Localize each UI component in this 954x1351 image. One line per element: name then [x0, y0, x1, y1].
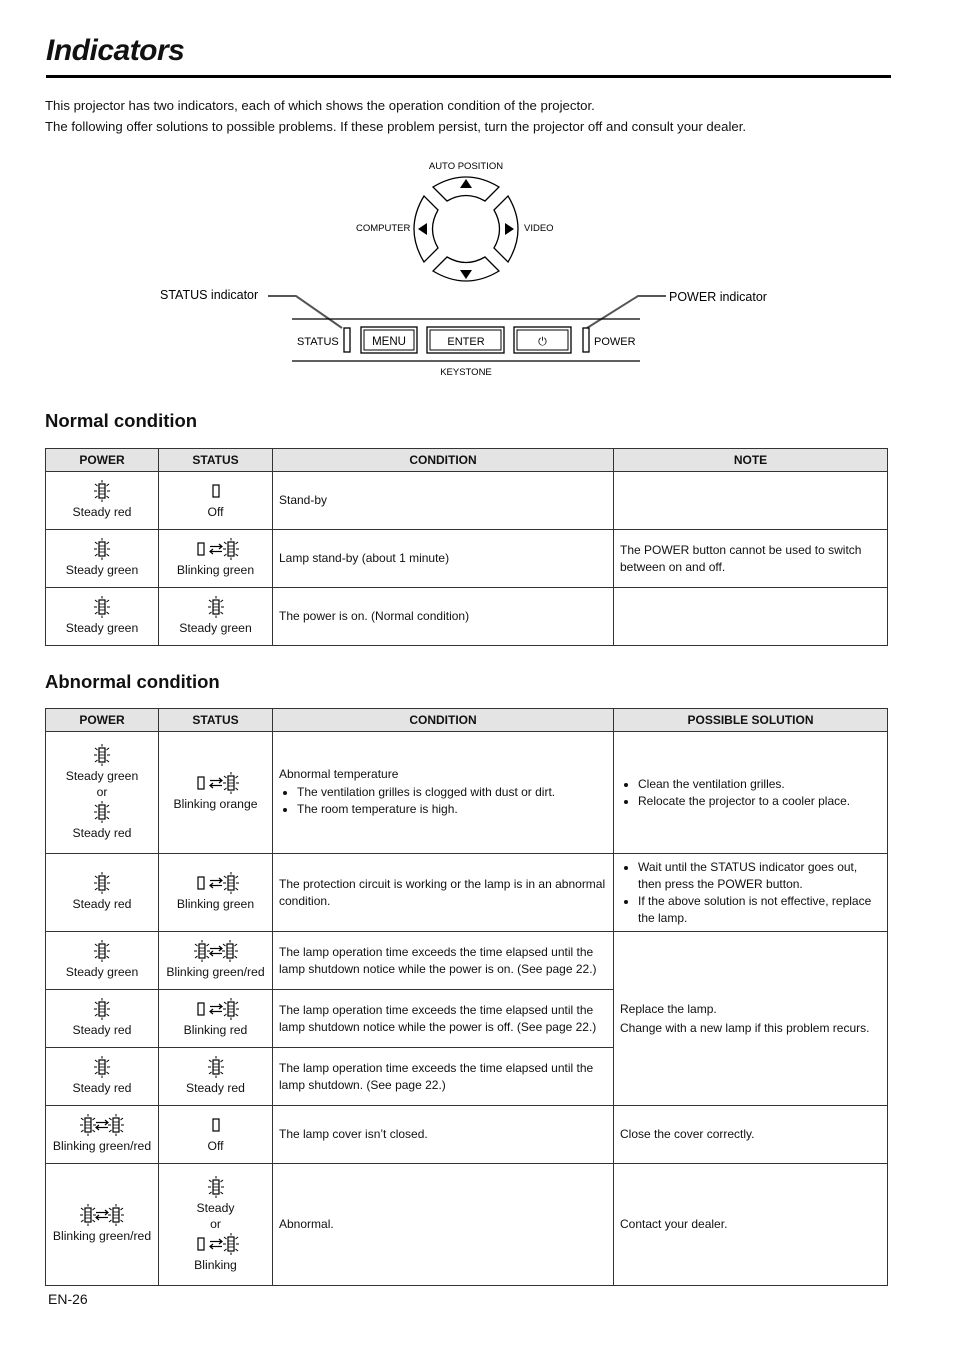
down-arrow-icon	[460, 270, 472, 279]
solution-cell: Contact your dealer.	[614, 1164, 888, 1286]
condition-cell: The lamp operation time exceeds the time elapsed until the lamp shutdown notice while the power is off. (See page 22.)	[273, 990, 614, 1048]
page-number: EN-26	[48, 1291, 88, 1307]
table-row	[46, 530, 888, 588]
list-item: • Clean the ventilation grilles.	[638, 776, 881, 793]
lamp-lit-icon	[91, 801, 113, 823]
list-item: • If the above solution is not effective, replace the lamp.	[638, 893, 881, 926]
page-title: Indicators	[46, 34, 185, 67]
solution-cell	[614, 732, 888, 854]
header-status: STATUS	[159, 449, 273, 472]
table-row	[46, 588, 888, 646]
status-indicator-callout: STATUS indicator	[160, 288, 259, 302]
lamp-blinking-icon	[193, 772, 239, 794]
up-arrow-icon	[460, 179, 472, 188]
header-condition: CONDITION	[273, 709, 614, 732]
power-cell: Steady green	[46, 530, 159, 588]
lamp-blinking-icon	[193, 538, 239, 560]
lamp-blinking-icon	[191, 940, 241, 962]
abnormal-condition-table	[45, 708, 888, 1286]
lamp-lit-icon	[91, 940, 113, 962]
table-row	[46, 732, 888, 854]
status-cell: Blinking red	[159, 990, 273, 1048]
status-cell: Off	[159, 1106, 273, 1164]
control-panel-diagram	[150, 150, 800, 390]
status-cell: Blinking green	[159, 530, 273, 588]
status-callout-line	[268, 296, 342, 328]
header-solution: POSSIBLE SOLUTION	[614, 709, 888, 732]
lamp-lit-icon	[205, 596, 227, 618]
label-power: POWER	[594, 336, 636, 348]
right-arrow-icon	[505, 223, 514, 235]
power-cell: Steady red	[46, 1048, 159, 1106]
label-computer: COMPUTER	[356, 223, 411, 234]
solution-cell: Replace the lamp. Change with a new lamp if this problem recurs.	[614, 932, 888, 1106]
lamp-blinking-icon	[193, 872, 239, 894]
lamp-lit-icon	[91, 480, 113, 502]
condition-cell: The protection circuit is working or the lamp is in an abnormal condition.	[273, 854, 614, 932]
condition-cell: Abnormal.	[273, 1164, 614, 1286]
lamp-lit-icon	[205, 1176, 227, 1198]
intro-line-2: The following offer solutions to possible problems. If these problem persist, turn the projector off and consult your dealer.	[45, 119, 747, 134]
label-status: STATUS	[297, 336, 339, 348]
left-arrow-icon	[418, 223, 427, 235]
power-cell: Blinking green/red	[46, 1106, 159, 1164]
lamp-blinking-icon	[193, 998, 239, 1020]
power-cell: Steady green or Steady red	[46, 732, 159, 854]
condition-cell: Abnormal temperature • The ventilation grilles is clogged with dust or dirt. • The room temperature is high.	[273, 732, 614, 854]
lamp-lit-icon	[91, 872, 113, 894]
condition-cell: The lamp cover isn’t closed.	[273, 1106, 614, 1164]
header-power: POWER	[46, 449, 159, 472]
label-auto-position: AUTO POSITION	[428, 161, 504, 172]
enter-button[interactable]	[427, 327, 504, 353]
status-cell: Blinking green/red	[159, 932, 273, 990]
table-header-row	[46, 449, 888, 472]
menu-label: MENU	[372, 336, 406, 348]
table-header-row	[46, 709, 888, 732]
table-row	[46, 1106, 888, 1164]
lamp-lit-icon	[205, 1056, 227, 1078]
list-item: • Wait until the STATUS indicator goes out, then press the POWER button.	[638, 859, 881, 892]
note-cell	[614, 588, 888, 646]
power-symbol-icon: ⏻	[538, 335, 547, 348]
list-item: • Relocate the projector to a cooler place.	[638, 793, 881, 810]
header-power: POWER	[46, 709, 159, 732]
power-indicator-callout: POWER indicator	[669, 290, 767, 304]
table-row	[46, 472, 888, 530]
status-cell: Off	[159, 472, 273, 530]
power-cell: Steady red	[46, 990, 159, 1048]
header-note: NOTE	[614, 449, 888, 472]
note-cell	[614, 472, 888, 530]
lamp-off-icon	[205, 1114, 227, 1136]
condition-cell: The power is on. (Normal condition)	[273, 588, 614, 646]
list-item: • The ventilation grilles is clogged with dust or dirt.	[297, 784, 607, 801]
solution-cell	[614, 854, 888, 932]
normal-condition-table	[45, 448, 888, 646]
power-callout-line	[587, 296, 666, 328]
normal-condition-heading: Normal condition	[45, 410, 198, 431]
power-indicator-lamp	[583, 328, 589, 352]
title-rule	[46, 75, 891, 78]
table-row	[46, 932, 888, 990]
lamp-lit-icon	[91, 1056, 113, 1078]
condition-cell: Lamp stand-by (about 1 minute)	[273, 530, 614, 588]
table-row	[46, 854, 888, 932]
status-cell: Steady red	[159, 1048, 273, 1106]
lamp-lit-icon	[91, 744, 113, 766]
header-condition: CONDITION	[273, 449, 614, 472]
solution-cell: Close the cover correctly.	[614, 1106, 888, 1164]
condition-cell: The lamp operation time exceeds the time elapsed until the lamp shutdown. (See page 22.)	[273, 1048, 614, 1106]
condition-cell: The lamp operation time exceeds the time elapsed until the lamp shutdown notice while the power is on. (See page 22.)	[273, 932, 614, 990]
lamp-blinking-icon	[193, 1233, 239, 1255]
intro-line-1: This projector has two indicators, each of which shows the operation condition of the projector.	[45, 98, 595, 113]
label-keystone: KEYSTONE	[440, 367, 492, 378]
status-indicator-lamp	[344, 328, 350, 352]
lamp-blinking-icon	[77, 1114, 127, 1136]
lamp-lit-icon	[91, 538, 113, 560]
power-cell: Steady red	[46, 472, 159, 530]
status-cell: Steady green	[159, 588, 273, 646]
power-button[interactable]	[514, 327, 571, 353]
power-cell: Steady green	[46, 932, 159, 990]
enter-label: ENTER	[447, 336, 485, 348]
lamp-lit-icon	[91, 998, 113, 1020]
status-cell: Steady or Blinking	[159, 1164, 273, 1286]
condition-cell: Stand-by	[273, 472, 614, 530]
header-status: STATUS	[159, 709, 273, 732]
power-cell: Steady red	[46, 854, 159, 932]
menu-button[interactable]	[361, 327, 417, 353]
status-cell: Blinking orange	[159, 732, 273, 854]
list-item: • The room temperature is high.	[297, 801, 607, 818]
power-cell: Steady green	[46, 588, 159, 646]
label-video: VIDEO	[524, 223, 554, 234]
abnormal-condition-heading: Abnormal condition	[45, 671, 220, 692]
power-cell: Blinking green/red	[46, 1164, 159, 1286]
intro-text	[45, 95, 746, 137]
table-row	[46, 1164, 888, 1286]
note-cell: The POWER button cannot be used to switch between on and off.	[614, 530, 888, 588]
status-cell: Blinking green	[159, 854, 273, 932]
lamp-blinking-icon	[77, 1204, 127, 1226]
lamp-lit-icon	[91, 596, 113, 618]
lamp-off-icon	[205, 480, 227, 502]
